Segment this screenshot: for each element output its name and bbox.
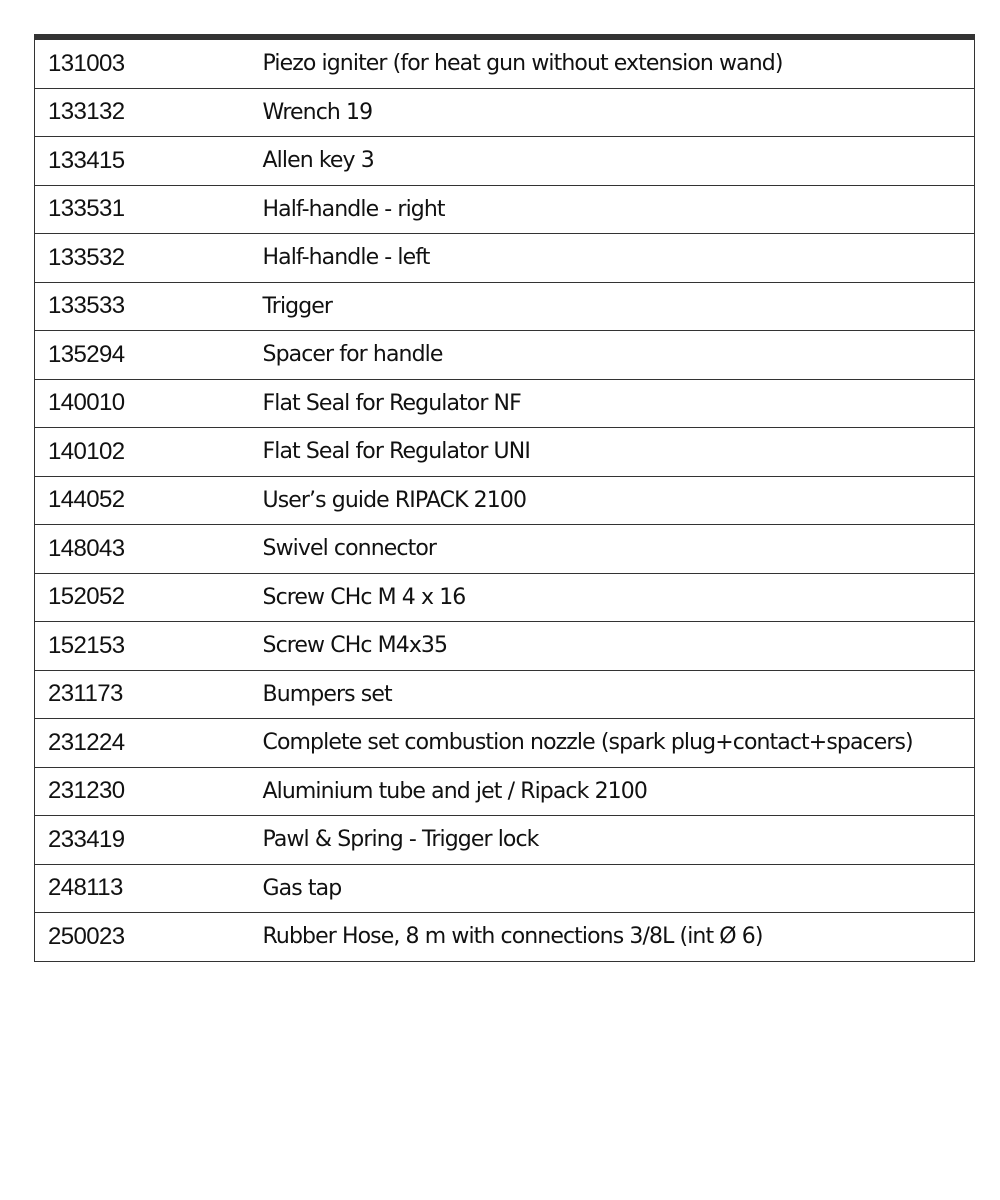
part-description: Piezo igniter (for heat gun without extension wand) bbox=[248, 37, 975, 88]
table-row bbox=[35, 525, 975, 574]
part-reference: 152153 bbox=[35, 622, 248, 671]
part-reference: 133132 bbox=[35, 88, 248, 137]
part-description: Swivel connector bbox=[248, 525, 975, 574]
part-reference: 140102 bbox=[35, 428, 248, 477]
part-description: Allen key 3 bbox=[248, 137, 975, 186]
table-row bbox=[35, 816, 975, 865]
part-reference: 133531 bbox=[35, 185, 248, 234]
part-reference: 135294 bbox=[35, 331, 248, 380]
parts-table bbox=[34, 34, 975, 962]
part-description: Rubber Hose, 8 m with connections 3/8L (int Ø 6) bbox=[248, 913, 975, 962]
part-description: Gas tap bbox=[248, 864, 975, 913]
table-row bbox=[35, 864, 975, 913]
table-row bbox=[35, 622, 975, 671]
part-reference: 148043 bbox=[35, 525, 248, 574]
part-description: Screw CHc M 4 x 16 bbox=[248, 573, 975, 622]
part-reference: 144052 bbox=[35, 476, 248, 525]
part-description: Flat Seal for Regulator NF bbox=[248, 379, 975, 428]
table-row bbox=[35, 913, 975, 962]
table-row bbox=[35, 282, 975, 331]
table-row bbox=[35, 185, 975, 234]
table-row bbox=[35, 331, 975, 380]
part-reference: 133533 bbox=[35, 282, 248, 331]
parts-table-body bbox=[35, 37, 975, 961]
part-reference: 233419 bbox=[35, 816, 248, 865]
part-description: Flat Seal for Regulator UNI bbox=[248, 428, 975, 477]
part-description: Spacer for handle bbox=[248, 331, 975, 380]
part-reference: 231230 bbox=[35, 767, 248, 816]
part-description: User’s guide RIPACK 2100 bbox=[248, 476, 975, 525]
part-reference: 131003 bbox=[35, 37, 248, 88]
part-reference: 250023 bbox=[35, 913, 248, 962]
part-reference: 133415 bbox=[35, 137, 248, 186]
part-reference: 231173 bbox=[35, 670, 248, 719]
part-description: Bumpers set bbox=[248, 670, 975, 719]
part-description: Half-handle - right bbox=[248, 185, 975, 234]
table-row bbox=[35, 719, 975, 768]
part-description: Screw CHc M4x35 bbox=[248, 622, 975, 671]
table-row bbox=[35, 137, 975, 186]
part-description: Wrench 19 bbox=[248, 88, 975, 137]
part-reference: 231224 bbox=[35, 719, 248, 768]
part-reference: 152052 bbox=[35, 573, 248, 622]
table-row bbox=[35, 767, 975, 816]
table-row bbox=[35, 476, 975, 525]
table-row bbox=[35, 88, 975, 137]
table-row bbox=[35, 37, 975, 88]
part-reference: 248113 bbox=[35, 864, 248, 913]
table-row bbox=[35, 379, 975, 428]
part-reference: 133532 bbox=[35, 234, 248, 283]
part-reference: 140010 bbox=[35, 379, 248, 428]
table-row bbox=[35, 234, 975, 283]
part-description: Pawl & Spring - Trigger lock bbox=[248, 816, 975, 865]
part-description: Half-handle - left bbox=[248, 234, 975, 283]
table-row bbox=[35, 428, 975, 477]
part-description: Complete set combustion nozzle (spark plug+contact+spacers) bbox=[248, 719, 975, 768]
table-row bbox=[35, 670, 975, 719]
part-description: Trigger bbox=[248, 282, 975, 331]
part-description: Aluminium tube and jet / Ripack 2100 bbox=[248, 767, 975, 816]
table-row bbox=[35, 573, 975, 622]
